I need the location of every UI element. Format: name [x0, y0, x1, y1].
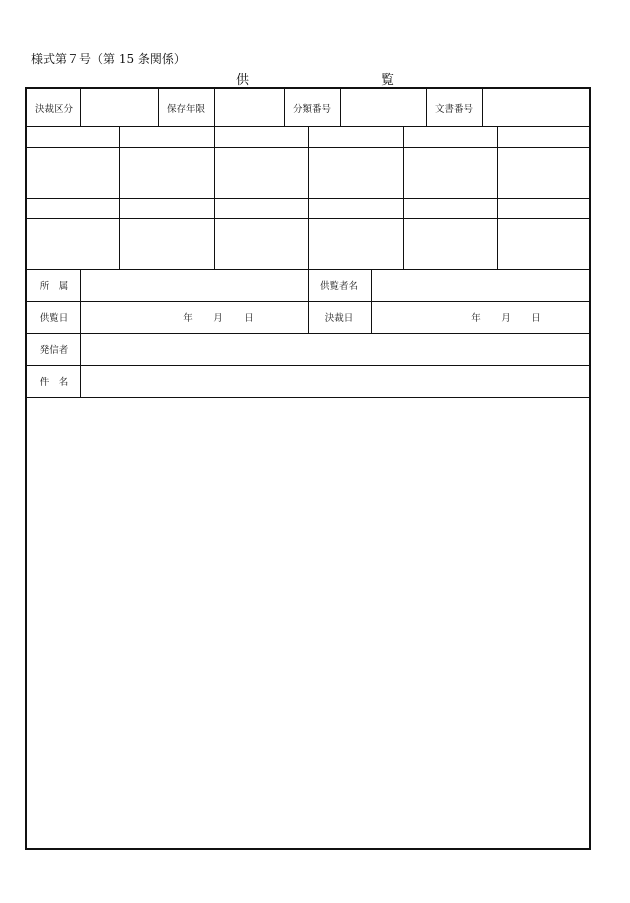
form-frame: [25, 87, 591, 850]
divider: [27, 365, 589, 366]
date-day-unit: 日: [531, 313, 541, 324]
divider: [119, 126, 120, 269]
date-year-unit: 年: [183, 313, 193, 324]
divider: [284, 89, 285, 126]
divider: [214, 89, 215, 126]
label-kyoranbi: 供覧日: [39, 313, 69, 324]
divider: [80, 269, 81, 397]
divider: [482, 89, 483, 126]
label-shozoku: 所 属: [39, 281, 69, 292]
date-month-unit: 月: [213, 313, 223, 324]
divider: [308, 126, 309, 269]
form-number: 様式第７号（第 15 条関係）: [31, 52, 186, 66]
divider: [403, 126, 404, 269]
divider: [27, 397, 589, 398]
divider: [340, 89, 341, 126]
date-year-unit: 年: [471, 313, 481, 324]
divider: [497, 126, 498, 269]
divider: [371, 269, 372, 333]
divider: [308, 269, 309, 333]
divider: [426, 89, 427, 126]
divider: [158, 89, 159, 126]
label-kenmei: 件 名: [39, 377, 69, 388]
label-bunsho-bango: 文書番号: [434, 104, 474, 115]
label-kessai-kubun: 決裁区分: [34, 104, 74, 115]
divider: [80, 89, 81, 126]
divider: [214, 126, 215, 269]
title-char-ran: 覧: [381, 73, 395, 88]
label-kyoransha: 供覧者名: [319, 281, 359, 292]
date-month-unit: 月: [501, 313, 511, 324]
label-kessaibi: 決裁日: [324, 313, 354, 324]
title-char-kyo: 供: [236, 73, 250, 88]
label-hasshinsha: 発信者: [39, 345, 69, 356]
date-day-unit: 日: [244, 313, 254, 324]
label-hozon-nengen: 保存年限: [166, 104, 206, 115]
label-bunrui-bango: 分類番号: [292, 104, 332, 115]
divider: [27, 333, 589, 334]
